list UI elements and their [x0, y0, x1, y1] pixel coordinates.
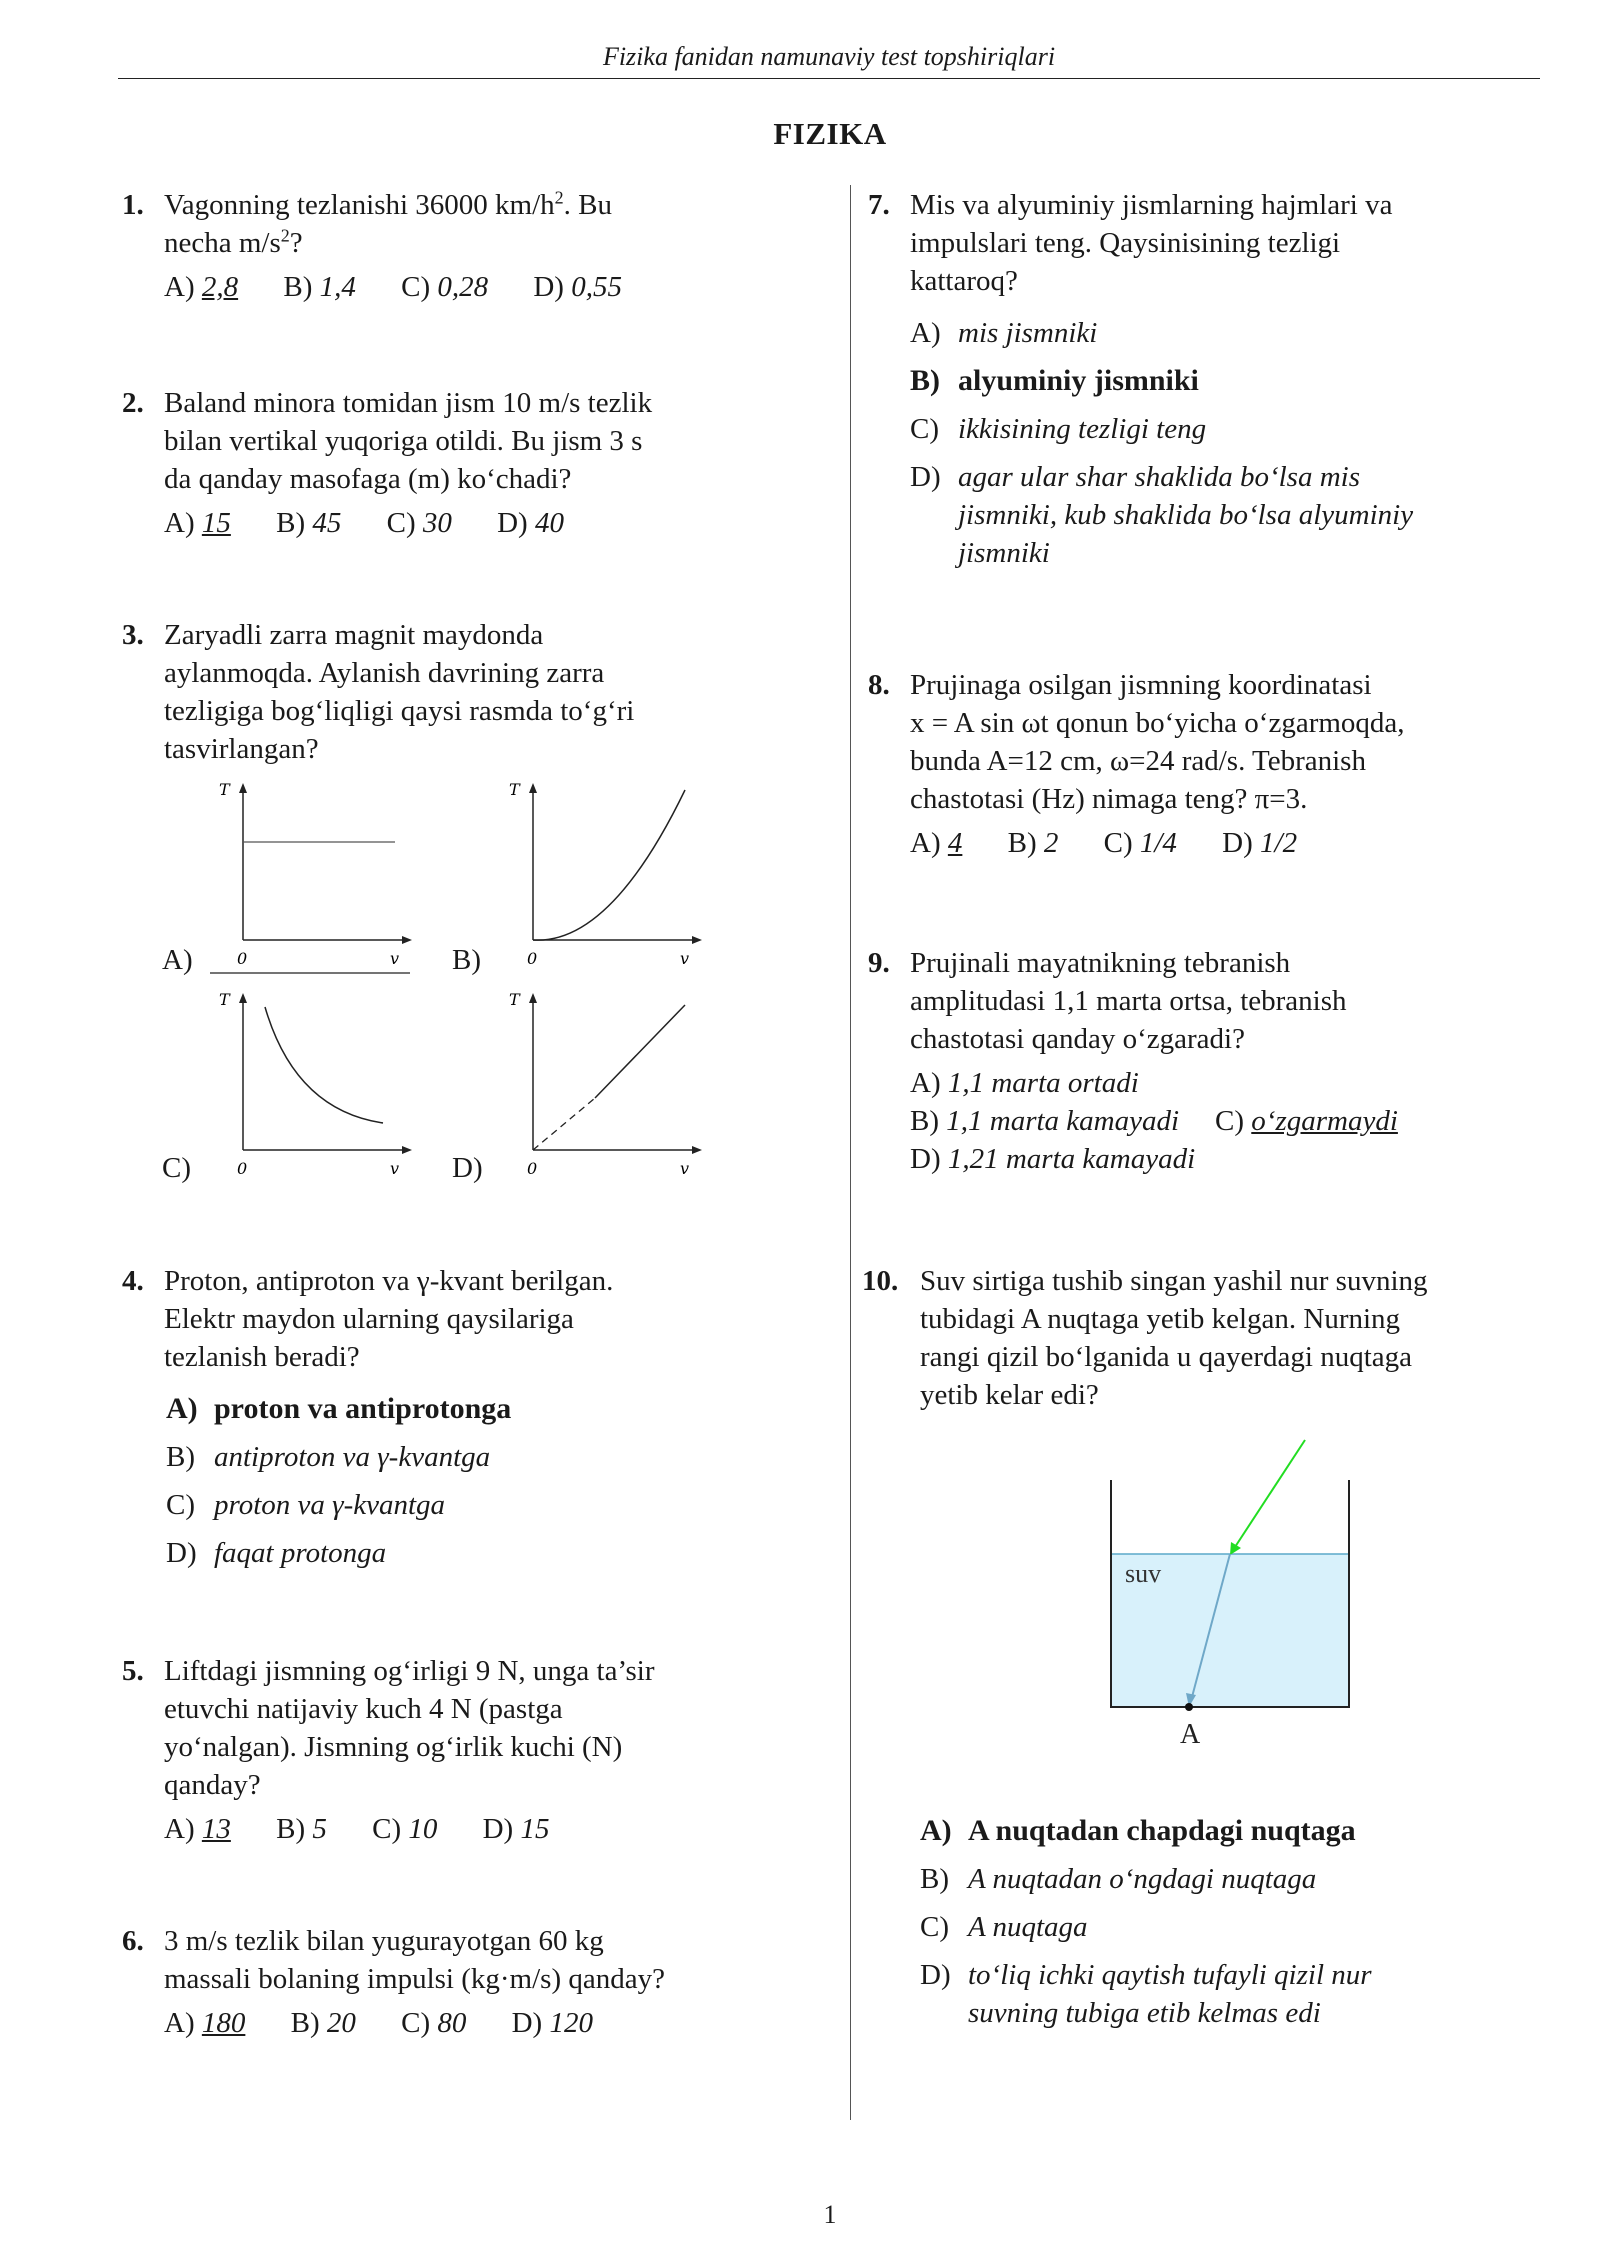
option-b[interactable]: B) alyuminiy jismniki — [910, 364, 1199, 397]
axis-label-x: v — [390, 1159, 400, 1178]
option-a[interactable]: A) 13 — [164, 1813, 231, 1845]
option-c[interactable]: C) 30 — [386, 507, 452, 539]
question-5 — [122, 1652, 842, 1848]
options — [164, 1810, 842, 1848]
option-d[interactable]: D) 15 — [482, 1813, 550, 1845]
option-c[interactable]: C) 80 — [401, 2007, 467, 2039]
question-number: 8. — [868, 669, 890, 701]
point-a — [1185, 1703, 1193, 1711]
option-b[interactable]: B) 1,4 — [283, 271, 356, 303]
question-number: 5. — [122, 1655, 144, 1687]
options — [910, 1064, 1548, 1178]
question-text: Liftdagi jismning og‘irligi 9 N, unga ta’sir etuvchi natijaviy kuch 4 N (pastga yo‘nalgan). Jismning og‘irlik kuchi (N) qanday? — [164, 1655, 655, 1801]
option-b[interactable]: B) 5 — [276, 1813, 327, 1845]
question-text: Vagonning tezlanishi 36000 $km/h^2$. Bu necha $m/s^2$? — [164, 187, 612, 259]
option-c[interactable]: C) ikkisining tezligi teng — [910, 413, 1207, 445]
option-b[interactable]: B) 45 — [276, 507, 342, 539]
question-8 — [868, 666, 1548, 862]
axis-label-x: v — [680, 949, 690, 968]
question-number: 7. — [868, 189, 890, 221]
option-d[interactable]: D) 1,21 marta kamayadi — [910, 1143, 1196, 1175]
question-number: 9. — [868, 947, 890, 979]
option-a[interactable]: A) 180 — [164, 2007, 246, 2039]
axis-label-y: T — [509, 780, 520, 799]
question-text: Prujinali mayatnikning tebranish amplitudasi 1,1 marta ortsa, tebranish chastotasi qanday o‘zgaradi? — [910, 947, 1347, 1055]
axis-label-x: v — [680, 1159, 690, 1178]
graph-label-b[interactable]: B) — [452, 944, 481, 976]
running-header: Fizika fanidan namunaviy test topshiriqlari — [602, 42, 1056, 71]
option-d[interactable]: D) 120 — [511, 2007, 593, 2039]
options — [166, 1390, 842, 1572]
graph-label-d[interactable]: D) — [452, 1152, 483, 1184]
question-number: 3. — [122, 619, 144, 651]
question-10 — [862, 1262, 1552, 1414]
axis-origin: 0 — [237, 949, 248, 968]
axis-origin: 0 — [527, 1159, 538, 1178]
graph-d[interactable] — [495, 985, 715, 1195]
option-a[interactable]: A) A nuqtadan chapdagi nuqtaga — [920, 1814, 1356, 1847]
option-a[interactable]: A) proton va antiprotonga — [166, 1392, 512, 1425]
option-a[interactable]: A) 4 — [910, 827, 963, 859]
option-a[interactable]: A) 1,1 marta ortadi — [910, 1067, 1139, 1099]
option-d[interactable]: D) 1/2 — [1222, 827, 1298, 859]
incident-ray — [1235, 1440, 1305, 1547]
question-text: Mis va alyuminiy jismlarning hajmlari va impulslari teng. Qaysinisining tezligi kattaroq? — [910, 189, 1393, 297]
question-text: Zaryadli zarra magnit maydonda aylanmoqda. Aylanish davrining zarra tezligiga bog‘liqligi qaysi rasmda to‘g‘ri tasvirlangan? — [164, 619, 635, 765]
column-divider — [850, 185, 851, 2120]
header-rule — [118, 78, 1540, 79]
options — [164, 268, 822, 306]
option-c[interactable]: C) 10 — [372, 1813, 438, 1845]
question-6 — [122, 1922, 842, 2042]
option-b[interactable]: B) antiproton va γ-kvantga — [166, 1441, 491, 1473]
option-b[interactable]: B) 1,1 marta kamayadi — [910, 1105, 1180, 1137]
option-d[interactable]: D) 0,55 — [533, 271, 622, 303]
question-4 — [122, 1262, 842, 1582]
question-10-options — [862, 1812, 1552, 2042]
question-number: 10. — [862, 1265, 899, 1297]
question-text: Suv sirtiga tushib singan yashil nur suvning tubidagi A nuqtaga yetib kelgan. Nurning rangi qizil bo‘lganida u qayerdagi nuqtaga yetib kelar edi? — [920, 1265, 1428, 1411]
graph-label-c[interactable]: C) — [162, 1152, 191, 1184]
option-b[interactable]: B) 2 — [1007, 827, 1059, 859]
point-a-label: A — [1180, 1719, 1201, 1750]
option-a[interactable]: A) mis jismniki — [910, 317, 1098, 349]
refraction-diagram — [1100, 1425, 1360, 1765]
graph-label-a[interactable]: A) — [162, 944, 193, 976]
option-a[interactable]: A) 15 — [164, 507, 231, 539]
graph-b[interactable] — [495, 775, 715, 985]
option-a[interactable]: A) 2,8 — [164, 271, 239, 303]
option-c[interactable]: C) 0,28 — [401, 271, 489, 303]
question-2 — [122, 384, 842, 542]
question-text: Baland minora tomidan jism 10 m/s tezlik bilan vertikal yuqoriga otildi. Bu jism 3 s da qanday masofaga (m) ko‘chadi? — [164, 387, 653, 495]
question-text: Prujinaga osilgan jismning koordinatasi x = A sin ωt qonun bo‘yicha o‘zgarmoqda, bunda A=12 cm, ω=24 rad/s. Tebranish chastotasi (Hz) nimaga teng? π=3. — [910, 669, 1405, 815]
options — [920, 1812, 1552, 2032]
question-3 — [122, 616, 842, 768]
options — [164, 2004, 842, 2042]
option-d[interactable]: D) agar ular shar shaklida bo‘lsa mis jismniki, kub shaklida bo‘lsa alyuminiy jismniki — [910, 461, 1414, 569]
question-number: 6. — [122, 1925, 144, 1957]
option-d[interactable]: D) 40 — [497, 507, 564, 539]
axis-label-y: T — [509, 990, 520, 1009]
option-c[interactable]: C) 1/4 — [1103, 827, 1177, 859]
options — [910, 824, 1548, 862]
question-7 — [868, 186, 1548, 582]
graph-c[interactable] — [205, 985, 425, 1195]
page-number: 1 — [823, 2200, 837, 2229]
question-number: 2. — [122, 387, 144, 419]
graph-a[interactable] — [205, 775, 425, 985]
options — [164, 504, 842, 542]
water-label: suv — [1125, 1559, 1162, 1588]
axis-origin: 0 — [527, 949, 538, 968]
question-number: 4. — [122, 1265, 144, 1297]
question-9 — [868, 944, 1548, 1178]
option-b[interactable]: B) A nuqtadan o‘ngdagi nuqtaga — [920, 1863, 1317, 1895]
question-1 — [122, 186, 822, 306]
axis-label-y: T — [219, 780, 230, 799]
question-number: 1. — [122, 189, 144, 221]
option-b[interactable]: B) 20 — [290, 2007, 356, 2039]
option-d[interactable]: D) to‘liq ichki qaytish tufayli qizil nur suvning tubiga etib kelmas edi — [920, 1959, 1372, 2029]
axis-origin: 0 — [237, 1159, 248, 1178]
question-text: Proton, antiproton va γ-kvant berilgan. Elektr maydon ularning qaysilariga tezlanish beradi? — [164, 1265, 614, 1373]
option-c[interactable]: C) proton va γ-kvantga — [166, 1489, 446, 1521]
options — [910, 314, 1548, 572]
option-c[interactable]: C) A nuqtaga — [920, 1911, 1088, 1943]
option-c[interactable]: C) o‘zgarmaydi — [1215, 1105, 1398, 1137]
option-d[interactable]: D) faqat protonga — [166, 1537, 387, 1569]
axis-label-x: v — [390, 949, 400, 968]
axis-label-y: T — [219, 990, 230, 1009]
page-title: FIZIKA — [773, 116, 887, 151]
question-text: 3 m/s tezlik bilan yugurayotgan 60 kg massali bolaning impulsi (kg·m/s) qanday? — [164, 1925, 665, 1995]
